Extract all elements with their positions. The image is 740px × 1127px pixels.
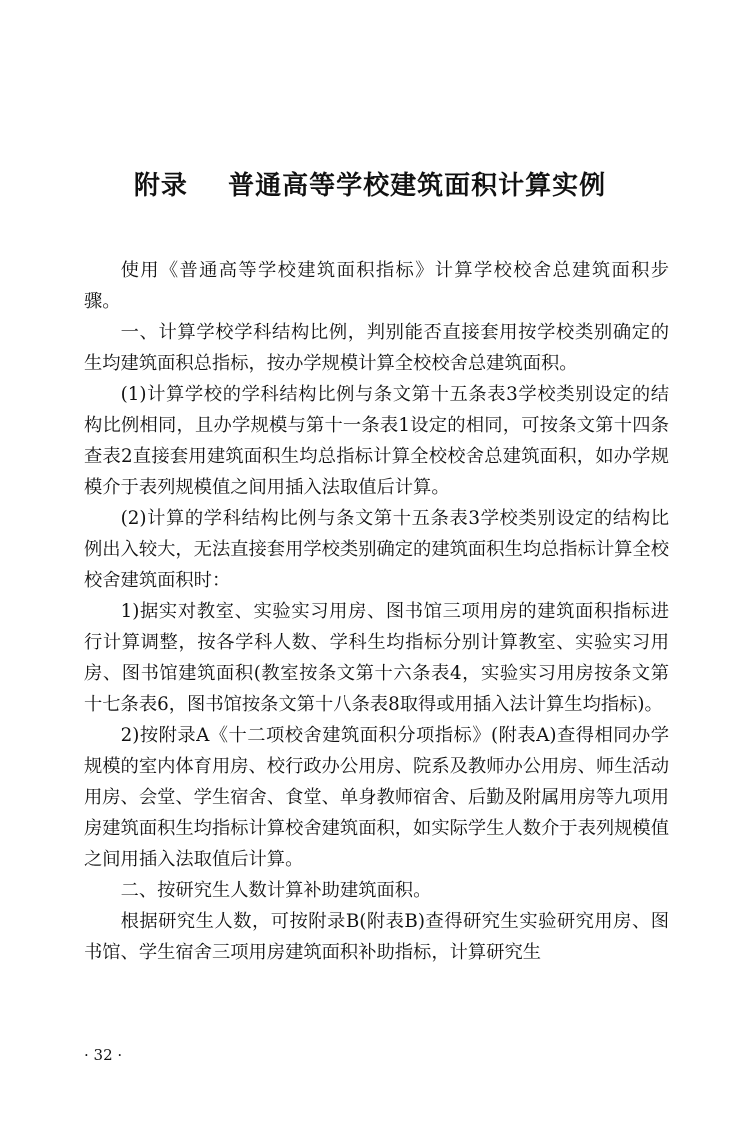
paragraph-step-one: 一、计算学校学科结构比例，判别能否直接套用按学校类别确定的生均建筑面积总指标，按办学规模计算全校校舍总建筑面积。 — [84, 322, 669, 374]
paragraph-case-1: (1)计算学校的学科结构比例与条文第十五条表3学校类别设定的结构比例相同，且办学规模与第十一条表1设定的相同，可按条文第十四条查表2直接套用建筑面积生均总指标计算全校校舍总建筑面积，如办学规模介于表列规模值之间用插入法取值后计算。 — [84, 384, 669, 498]
appendix-title: 附录 普通高等学校建筑面积计算实例 — [133, 171, 607, 201]
paragraph-case-2: (2)计算的学科结构比例与条文第十五条表3学校类别设定的结构比例出入较大，无法直接套用学校类别确定的建筑面积生均总指标计算全校校舍建筑面积时： — [84, 508, 669, 591]
paragraph-step-two: 二、按研究生人数计算补助建筑面积。 — [120, 880, 432, 901]
paragraph-case-2-item-2: 2)按附录A《十二项校舍建筑面积分项指标》(附表A)查得相同办学规模的室内体育用房、校行政办公用房、院系及教师办公用房、师生活动用房、会堂、学生宿舍、食堂、单身教师宿舍、后勤及附属用房等九项用房建筑面积生均指标计算校舍建筑面积，如实际学生人数介于表列规模值之间用插入法取值后计算。 — [84, 725, 669, 870]
paragraph-case-2-item-1: 1)据实对教室、实验实习用房、图书馆三项用房的建筑面积指标进行计算调整，按各学科人数、学科生均指标分别计算教室、实验实习用房、图书馆建筑面积(教室按条文第十六条表4，实验实习用房按条文第十七条表6，图书馆按条文第十八条表8取得或用插入法计算生均指标)。 — [84, 601, 669, 715]
body-text — [84, 255, 669, 968]
paragraph-intro: 使用《普通高等学校建筑面积指标》计算学校校舍总建筑面积步骤。 — [84, 260, 669, 312]
page-number: · 32 · — [84, 1046, 123, 1064]
paragraph-graduate: 根据研究生人数，可按附录B(附表B)查得研究生实验研究用房、图书馆、学生宿舍三项用房建筑面积补助指标，计算研究生 — [84, 911, 669, 963]
